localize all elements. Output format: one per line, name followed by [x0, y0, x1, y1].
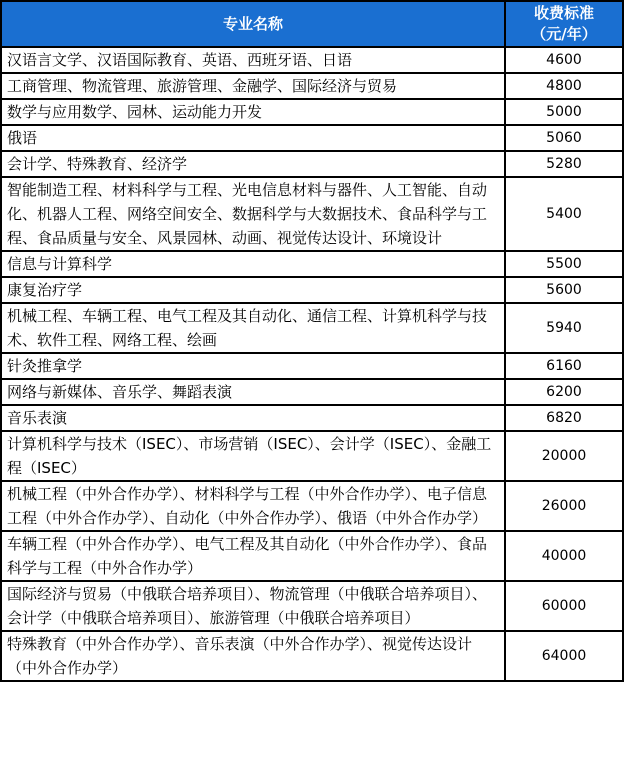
- fee-cell: 64000: [506, 632, 622, 680]
- fee-cell: 6200: [506, 380, 622, 404]
- header-major: 专业名称: [2, 2, 504, 46]
- fee-cell: 20000: [506, 432, 622, 480]
- fee-cell: 5400: [506, 178, 622, 250]
- major-cell: 工商管理、物流管理、旅游管理、金融学、国际经济与贸易: [2, 74, 504, 98]
- table-row: [2, 354, 622, 378]
- table-row: [2, 74, 622, 98]
- fee-cell: 4800: [506, 74, 622, 98]
- table-row: [2, 532, 622, 580]
- table-row: [2, 126, 622, 150]
- fee-cell: 5940: [506, 304, 622, 352]
- table-row: [2, 482, 622, 530]
- fee-cell: 5280: [506, 152, 622, 176]
- table-row: [2, 278, 622, 302]
- table-row: [2, 178, 622, 250]
- table-row: [2, 432, 622, 480]
- fee-cell: 6820: [506, 406, 622, 430]
- fee-cell: 60000: [506, 582, 622, 630]
- fee-cell: 6160: [506, 354, 622, 378]
- major-cell: 车辆工程（中外合作办学）、电气工程及其自动化（中外合作办学）、食品科学与工程（中外合作办学）: [2, 532, 504, 580]
- fee-table-body: [2, 48, 622, 680]
- fee-cell: 5500: [506, 252, 622, 276]
- table-row: [2, 48, 622, 72]
- fee-cell: 4600: [506, 48, 622, 72]
- header-fee-line2: （元/年）: [531, 25, 597, 43]
- major-cell: 汉语言文学、汉语国际教育、英语、西班牙语、日语: [2, 48, 504, 72]
- major-cell: 机械工程（中外合作办学）、材料科学与工程（中外合作办学）、电子信息工程（中外合作办学）、自动化（中外合作办学）、俄语（中外合作办学）: [2, 482, 504, 530]
- fee-cell: 5000: [506, 100, 622, 124]
- major-cell: 网络与新媒体、音乐学、舞蹈表演: [2, 380, 504, 404]
- header-fee-line1: 收费标准: [533, 4, 594, 22]
- header-fee: [506, 2, 622, 46]
- major-cell: 康复治疗学: [2, 278, 504, 302]
- table-row: [2, 252, 622, 276]
- major-cell: 信息与计算科学: [2, 252, 504, 276]
- major-cell: 音乐表演: [2, 406, 504, 430]
- major-cell: 国际经济与贸易（中俄联合培养项目）、物流管理（中俄联合培养项目）、会计学（中俄联合培养项目）、旅游管理（中俄联合培养项目）: [2, 582, 504, 630]
- major-cell: 数学与应用数学、园林、运动能力开发: [2, 100, 504, 124]
- table-row: [2, 304, 622, 352]
- major-cell: 针灸推拿学: [2, 354, 504, 378]
- major-cell: 会计学、特殊教育、经济学: [2, 152, 504, 176]
- major-cell: 机械工程、车辆工程、电气工程及其自动化、通信工程、计算机科学与技术、软件工程、网络工程、绘画: [2, 304, 504, 352]
- major-cell: 智能制造工程、材料科学与工程、光电信息材料与器件、人工智能、自动化、机器人工程、网络空间安全、数据科学与大数据技术、食品科学与工程、食品质量与安全、风景园林、动画、视觉传达设计、环境设计: [2, 178, 504, 250]
- fee-cell: 5060: [506, 126, 622, 150]
- major-cell: 俄语: [2, 126, 504, 150]
- table-row: [2, 632, 622, 680]
- major-cell: 特殊教育（中外合作办学）、音乐表演（中外合作办学）、视觉传达设计（中外合作办学）: [2, 632, 504, 680]
- fee-cell: 5600: [506, 278, 622, 302]
- table-row: [2, 406, 622, 430]
- major-cell: 计算机科学与技术（ISEC）、市场营销（ISEC）、会计学（ISEC）、金融工程（ISEC）: [2, 432, 504, 480]
- table-row: [2, 100, 622, 124]
- table-row: [2, 582, 622, 630]
- table-row: [2, 152, 622, 176]
- header-row: [2, 2, 622, 46]
- fee-cell: 26000: [506, 482, 622, 530]
- fee-cell: 40000: [506, 532, 622, 580]
- table-row: [2, 380, 622, 404]
